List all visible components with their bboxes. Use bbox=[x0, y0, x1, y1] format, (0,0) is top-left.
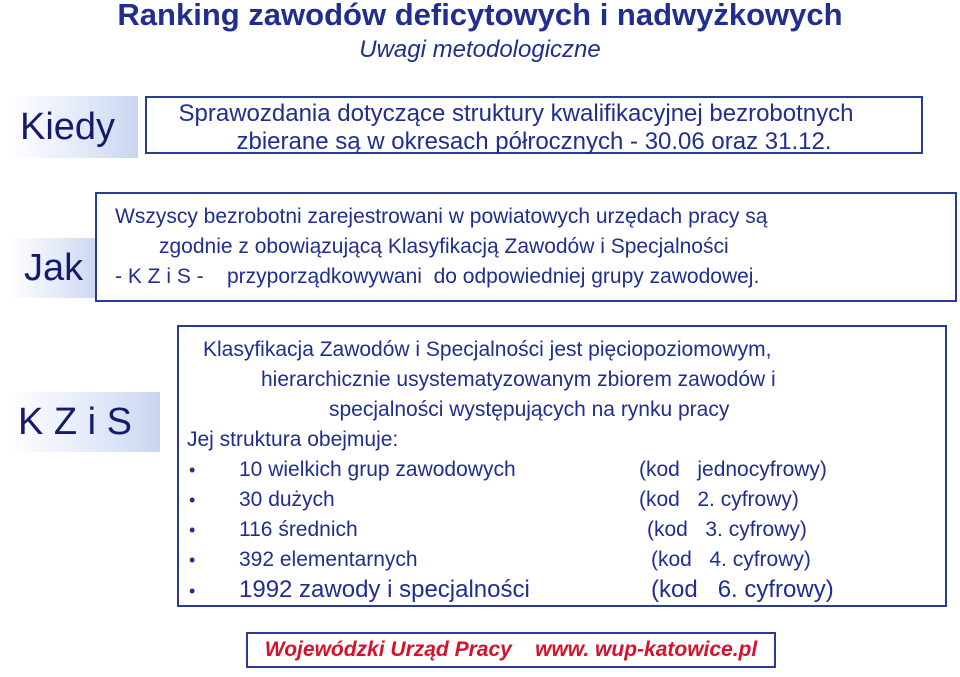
list-item bbox=[179, 515, 945, 545]
jak-box bbox=[95, 192, 957, 302]
jak-line-1: Wszyscy bezrobotni zarejestrowani w powiatowych urzędach pracy są bbox=[115, 205, 768, 228]
kzis-intro-line-1: Klasyfikacja Zawodów i Specjalności jest pięciopoziomowym, bbox=[203, 338, 772, 361]
bullet-icon: • bbox=[189, 581, 196, 601]
list-item bbox=[179, 455, 945, 485]
list-item-code: (kod 3. cyfrowy) bbox=[647, 518, 807, 541]
kzis-intro-line-2: hierarchicznie usystematyzowanym zbiorem zawodów i bbox=[261, 368, 776, 391]
bullet-icon: • bbox=[189, 460, 196, 480]
list-item-code: (kod 2. cyfrowy) bbox=[639, 488, 799, 511]
list-item bbox=[179, 545, 945, 575]
section-label-kiedy: Kiedy bbox=[8, 96, 138, 158]
section-label-jak: Jak bbox=[8, 238, 100, 298]
page-title: Ranking zawodów deficytowych i nadwyżkowych bbox=[117, 0, 843, 32]
kzis-intro-line-3: specjalności występujących na rynku pracy bbox=[329, 398, 730, 421]
list-item-name: 30 dużych bbox=[239, 488, 335, 511]
list-item-code: (kod 6. cyfrowy) bbox=[651, 576, 834, 603]
jak-line-3: - K Z i S - przyporządkowywani do odpowiedniej grupy zawodowej. bbox=[115, 265, 760, 288]
kiedy-line-2: zbierane są w okresach półrocznych - 30.06 oraz 31.12. bbox=[236, 128, 832, 155]
kiedy-box bbox=[145, 96, 923, 154]
list-item-name: 1992 zawody i specjalności bbox=[239, 576, 530, 603]
bullet-icon: • bbox=[189, 520, 196, 540]
kiedy-line-1: Sprawozdania dotyczące struktury kwalifikacyjnej bezrobotnych bbox=[178, 100, 854, 127]
bullet-icon: • bbox=[189, 550, 196, 570]
kzis-box bbox=[177, 325, 947, 607]
section-label-kzis: K Z i S bbox=[8, 392, 160, 452]
list-item bbox=[179, 575, 945, 607]
page-subtitle: Uwagi metodologiczne bbox=[359, 36, 601, 63]
bullet-icon: • bbox=[189, 490, 196, 510]
list-item-name: 392 elementarnych bbox=[239, 548, 418, 571]
list-item-code: (kod jednocyfrowy) bbox=[639, 458, 827, 481]
list-item bbox=[179, 485, 945, 515]
footer-banner bbox=[246, 632, 776, 668]
jak-line-2: zgodnie z obowiązującą Klasyfikacją Zawodów i Specjalności bbox=[159, 235, 729, 258]
list-item-name: 116 średnich bbox=[239, 518, 358, 541]
footer-text: Wojewódzki Urząd Pracy www. wup-katowice.pl bbox=[264, 638, 758, 661]
kzis-structure-heading: Jej struktura obejmuje: bbox=[187, 428, 399, 451]
list-item-name: 10 wielkich grup zawodowych bbox=[239, 458, 516, 481]
list-item-code: (kod 4. cyfrowy) bbox=[651, 548, 811, 571]
